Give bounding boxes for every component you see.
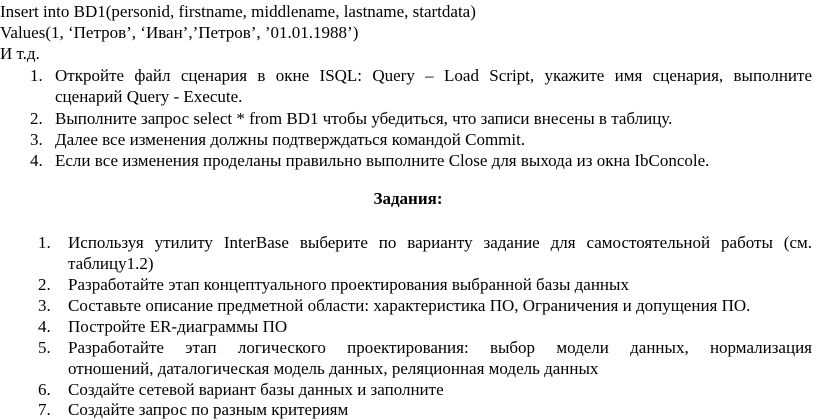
list-item-number: 2.	[30, 109, 43, 128]
list-item-text-continued: таблицу1.2)	[68, 254, 154, 273]
list-item-number: 3.	[38, 296, 51, 315]
list-item-text: Выполните запрос select * from BD1 чтобы убедиться, что записи внесены в таблицу.	[55, 109, 673, 128]
list-item-text: Постройте ER-диаграммы ПО	[68, 317, 288, 336]
sql-insert-line: Insert into BD1(personid, firstname, middlename, lastname, startdata)	[0, 2, 476, 21]
list-item-number: 7.	[38, 400, 51, 419]
tasks-heading: Задания:	[373, 189, 443, 208]
list-item-number: 3.	[30, 130, 43, 149]
list-item-text: Создайте запрос по разным критериям	[68, 400, 349, 419]
list-item-number: 5.	[38, 338, 51, 357]
list-item-number: 4.	[30, 151, 43, 170]
list-item-text: Разработайте этап логического проектирования: выбор модели данных, нормализация	[68, 338, 812, 357]
list-item-text: Если все изменения проделаны правильно выполните Close для выхода из окна IbConcole.	[55, 151, 710, 170]
list-item-text: Далее все изменения должны подтверждаться командой Commit.	[55, 130, 526, 149]
list-item-text: Разработайте этап концептуального проектирования выбранной базы данных	[68, 275, 629, 294]
list-item-text: Создайте сетевой вариант базы данных и заполните	[68, 380, 444, 399]
list-item-number: 2.	[38, 275, 51, 294]
list-item-text-continued: отношений, даталогическая модель данных, реляционная модель данных	[68, 359, 599, 378]
list-item-number: 1.	[30, 66, 43, 85]
sql-etc-line: И т.д.	[0, 44, 40, 63]
list-item-text: Используя утилиту InterBase выберите по варианту задание для самостоятельной работы (см.	[68, 233, 812, 252]
sql-values-line: Values(1, ‘Петров’, ‘Иван’,’Петров’, ’01.01.1988’)	[0, 23, 359, 42]
list-item-number: 4.	[38, 317, 51, 336]
list-item-number: 1.	[38, 233, 51, 252]
list-item-text: Откройте файл сценария в окне ISQL: Query – Load Script, укажите имя сценария, выполните	[55, 66, 812, 85]
list-item-text-continued: сценарий Query - Execute.	[55, 87, 243, 106]
list-item-text: Составьте описание предметной области: характеристика ПО, Ограничения и допущения ПО.	[68, 296, 751, 315]
list-item-number: 6.	[38, 380, 51, 399]
